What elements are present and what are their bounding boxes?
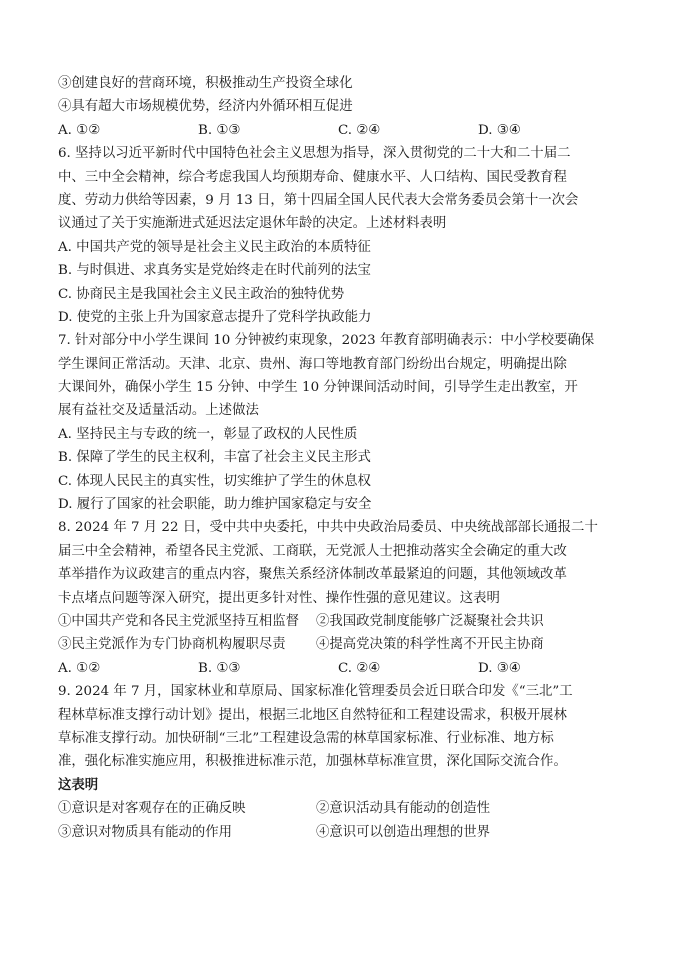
q6-option-c: C. 协商民主是我国社会主义民主政治的独特优势 [58,286,345,302]
q7-stem-line: 学生课间正常活动。天津、北京、贵州、海口等地教育部门纷纷出台规定，明确提出除 [58,356,567,372]
q7-stem-line: 大课间外，确保小学生 15 分钟、中学生 10 分钟课间活动时间，引导学生走出教室，开 [58,380,578,396]
q8-choice-c: C. ②④ [338,660,381,676]
q9-option-4: ④意识可以创造出理想的世界 [316,824,491,840]
q8-choices [58,657,632,680]
q8-stem-line: 届三中全会精神，希望各民主党派、工商联，无党派人士把推动落实全会确定的重大改 [58,543,567,559]
q6-option-d: D. 使党的主张上升为国家意志提升了党科学执政能力 [58,309,372,325]
q9-option-3: ③意识对物质具有能动的作用 [58,824,233,840]
q5-choice-b: B. ①③ [198,122,241,138]
q6-stem-line: 度、劳动力供给等因素，9 月 13 日，第十四届全国人民代表大会常务委员会第十一次会 [58,192,579,208]
q9-option-1: ①意识是对客观存在的正确反映 [58,801,246,817]
q5-option-3: ③创建良好的营商环境，积极推动生产投资全球化 [58,76,353,91]
q7-option-b: B. 保障了学生的民主权利，丰富了社会主义民主形式 [58,450,371,466]
q8-choice-b: B. ①③ [198,660,241,676]
q8-option-row [58,610,632,633]
q6-stem-line: 议通过了关于实施渐进式延迟法定退休年龄的决定。上述材料表明 [58,216,447,232]
q7-option-a: A. 坚持民主与专政的统一，彰显了政权的人民性质 [58,426,358,442]
q7-option-c: C. 体现人民民主的真实性，切实维护了学生的休息权 [58,473,371,489]
q8-option-4: ④提高党决策的科学性离不开民主协商 [316,637,544,653]
q6-option-b: B. 与时俱进、求真务实是党始终走在时代前列的法宝 [58,263,371,279]
q9-option-row [58,797,632,820]
q8-stem-line: 卡点堵点问题等深入研究，提出更多针对性、操作性强的意见建议。这表明 [58,590,500,606]
q8-option-1: ①中国共产党和各民主党派坚持互相监督 [58,613,300,629]
q7-option-d: D. 履行了国家的社会职能，助力维护国家稳定与安全 [58,497,372,513]
q8-option-2: ②我国政党制度能够广泛凝聚社会共识 [316,613,544,629]
q9-option-2: ②意识活动具有能动的创造性 [316,801,491,817]
q5-choice-c: C. ②④ [338,122,381,138]
q9-stem-tail: 这表明 [58,776,99,793]
q5-choices [58,119,632,142]
q5-choice-d: D. ③④ [478,122,521,138]
q6-stem-line: 6. 坚持以习近平新时代中国特色社会主义思想为指导，深入贯彻党的二十大和二十届二 [58,146,571,162]
q8-option-row [58,633,632,656]
q5-choice-a: A. ①② [58,122,101,138]
q8-stem-line: 8. 2024 年 7 月 22 日，受中共中央委托，中共中央政治局委员、中央统战部部长通报二十 [58,520,598,536]
q8-choice-a: A. ①② [58,660,101,676]
q7-stem-line: 7. 针对部分中小学生课间 10 分钟被约束现象，2023 年教育部明确表示：中小学校要确保 [58,333,595,349]
q5-option-4: ④具有超大市场规模优势，经济内外循环相互促进 [58,99,353,115]
q9-stem-line: 9. 2024 年 7 月，国家林业和草原局、国家标准化管理委员会近日联合印发《“三北”工 [58,684,573,700]
q9-stem-line: 准，强化标准实施应用，积极推进标准示范，加强林草标准宣贯，深化国际交流合作。 [58,754,567,770]
q8-stem-line: 革举措作为议政建言的重点内容，聚焦关系经济体制改革最紧迫的问题，其他领域改革 [58,567,567,583]
q6-stem-line: 中、三中全会精神，综合考虑我国人均预期寿命、健康水平、人口结构、国民受教育程 [58,169,567,185]
q9-option-row [58,821,632,844]
q8-option-3: ③民主党派作为专门协商机构履职尽责 [58,637,286,653]
q9-stem-line: 程林草标准支撑行动计划》提出，根据三北地区自然特征和工程建设需求，积极开展林 [58,707,567,723]
q6-option-a: A. 中国共产党的领导是社会主义民主政治的本质特征 [58,239,371,255]
q7-stem-line: 展有益社交及适量活动。上述做法 [58,403,259,419]
q9-stem-line: 草标准支撑行动。加快研制“三北”工程建设急需的林草国家标准、行业标准、地方标 [58,730,554,746]
q8-choice-d: D. ③④ [478,660,521,676]
